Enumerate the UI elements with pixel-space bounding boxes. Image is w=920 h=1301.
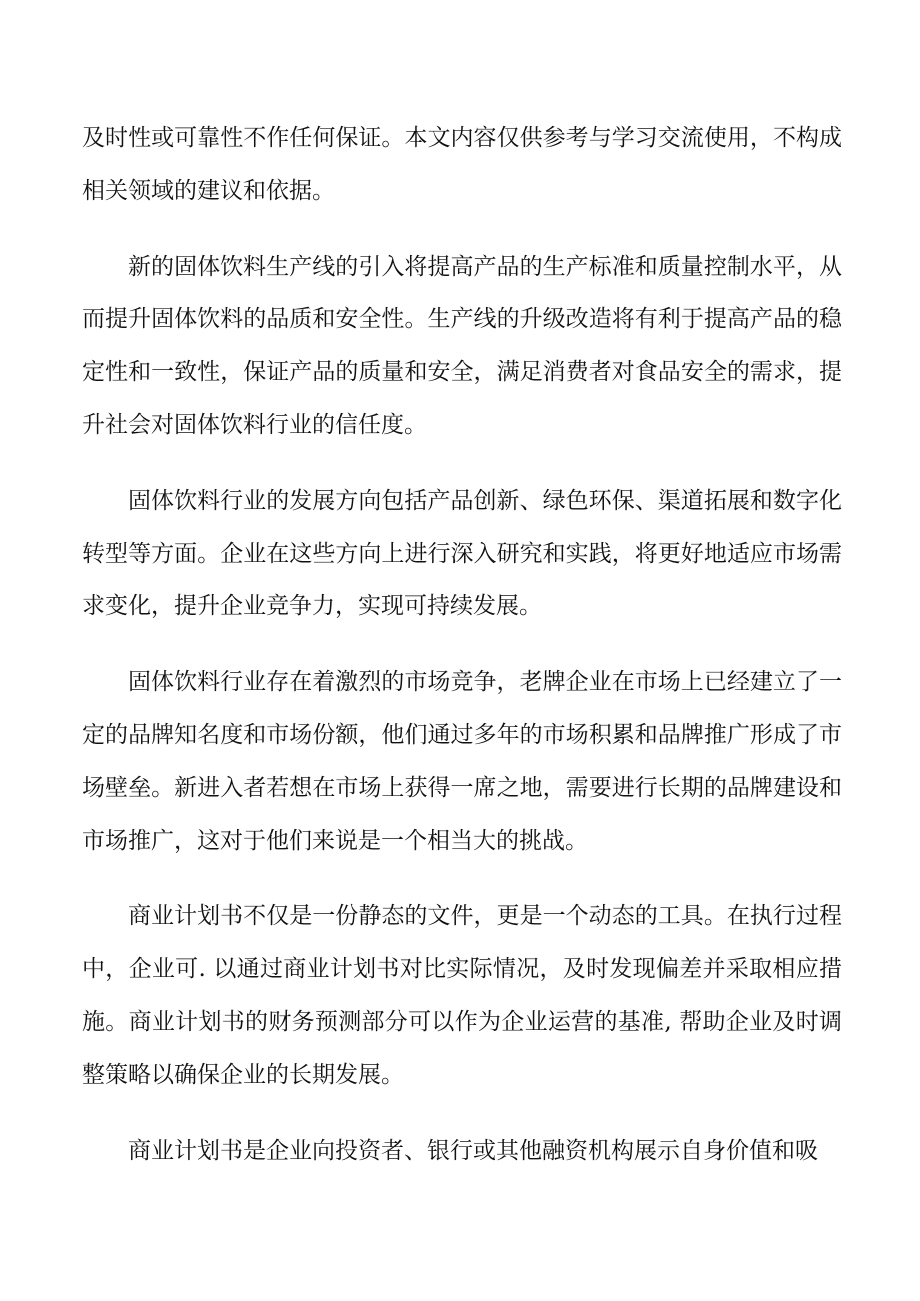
- paragraph-production-line: 新的固体饮料生产线的引入将提高产品的生产标准和质量控制水平，从而提升固体饮料的品质和安全性。生产线的升级改造将有利于提高产品的稳定性和一致性，保证产品的质量和安全，满足消费者对食品安全的需求，提升社会对固体饮料行业的信任度。: [82, 253, 842, 438]
- paragraph-business-plan-value: 商业计划书是企业向投资者、银行或其他融资机构展示自身价值和吸: [128, 1137, 818, 1164]
- document-body: [82, 112, 842, 1200]
- paragraph-disclaimer-continued: 及时性或可靠性不作任何保证。本文内容仅供参考与学习交流使用，不构成相关领域的建议和依据。: [82, 125, 842, 204]
- paragraph-industry-direction: 固体饮料行业的发展方向包括产品创新、绿色环保、渠道拓展和数字化转型等方面。企业在这些方向上进行深入研究和实践，将更好地适应市场需求变化，提升企业竞争力，实现可持续发展。: [82, 487, 842, 620]
- paragraph-market-competition: 固体饮料行业存在着激烈的市场竞争，老牌企业在市场上已经建立了一定的品牌知名度和市场份额，他们通过多年的市场积累和品牌推广形成了市场壁垒。新进入者若想在市场上获得一席之地，需要进行长期的品牌建设和市场推广，这对于他们来说是一个相当大的挑战。: [82, 669, 842, 854]
- paragraph-business-plan-tool: 商业计划书不仅是一份静态的文件，更是一个动态的工具。在执行过程中，企业可. 以通过商业计划书对比实际情况，及时发现偏差并采取相应措施。商业计划书的财务预测部分可以作为企业运营的基准, 帮助企业及时调整策略以确保企业的长期发展。: [82, 903, 842, 1088]
